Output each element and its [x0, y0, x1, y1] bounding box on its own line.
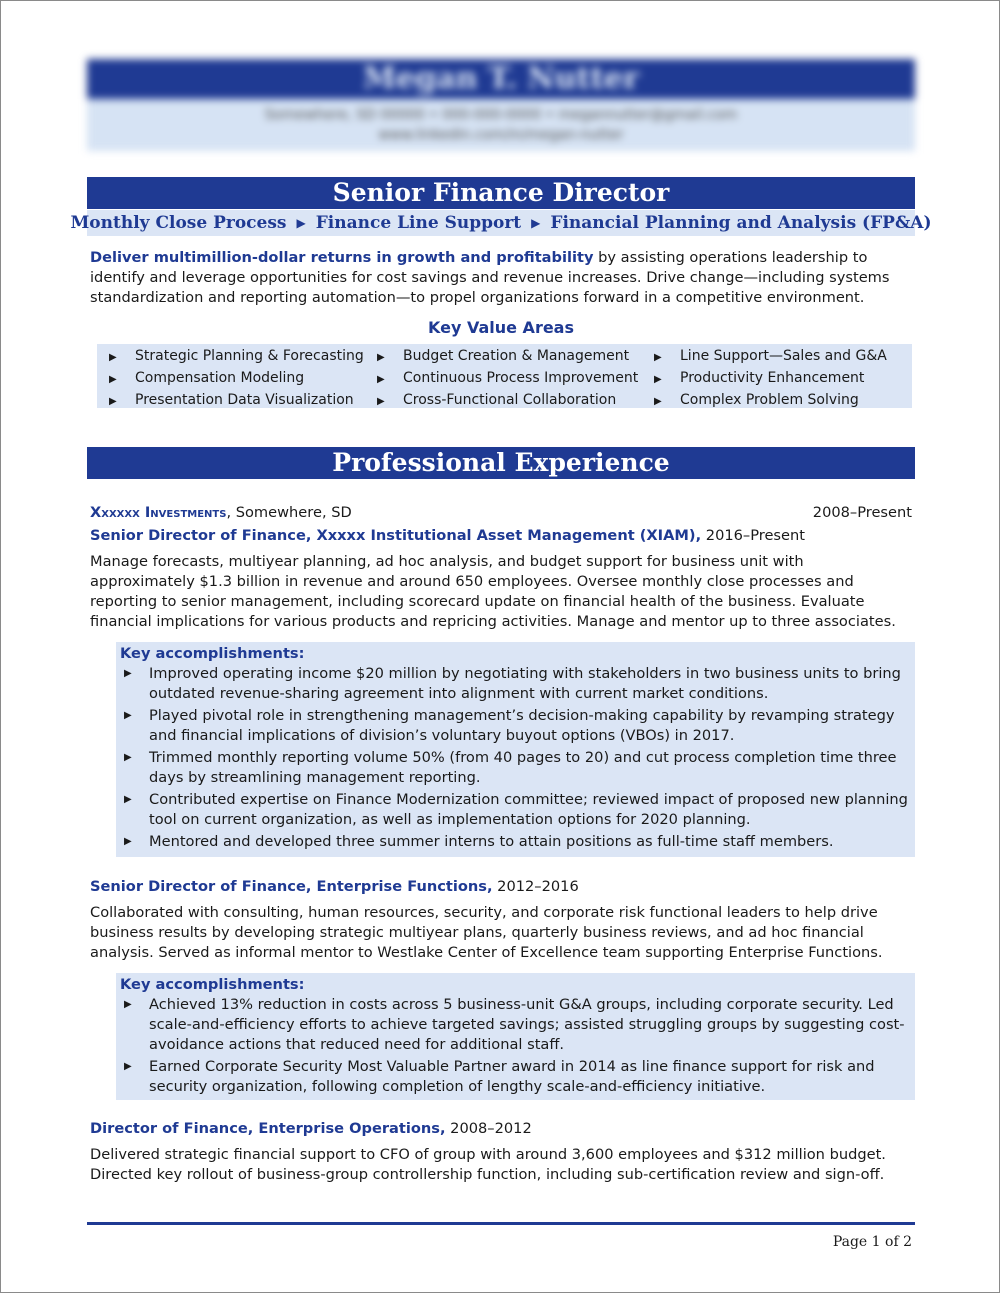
triangle-bullet-icon: ▶ — [124, 752, 132, 763]
triangle-bullet-icon: ▶ — [109, 396, 117, 407]
triangle-bullet-icon: ▶ — [124, 999, 132, 1010]
triangle-bullet-icon: ▶ — [654, 352, 662, 363]
triangle-bullet-icon: ▶ — [109, 352, 117, 363]
job-dates: 2008–2012 — [445, 1120, 532, 1137]
triangle-bullet-icon: ▶ — [109, 374, 117, 385]
candidate-name: Megan T. Nutter — [87, 59, 915, 99]
key-value-areas-title: Key Value Areas — [427, 318, 574, 337]
accomplishments-title: Key accomplishments: — [120, 976, 305, 993]
triangle-bullet-icon: ▶ — [124, 668, 132, 679]
accomplishments-box — [116, 642, 915, 857]
focus-areas-bar — [70, 210, 932, 236]
contact-line-2: www.linkedin.com/in/megan-nutter — [378, 127, 624, 143]
employer — [90, 503, 352, 523]
triangle-bullet-icon: ▶ — [377, 396, 385, 407]
blurred-header — [87, 59, 915, 151]
kva-item: ▶ Line Support—Sales and G&A — [654, 345, 887, 367]
focus-area: Financial Planning and Analysis (FP&A) — [550, 213, 932, 233]
job-title: Senior Director of Finance, Xxxxx Institutional Asset Management (XIAM), — [90, 527, 702, 544]
accomplishment-item: ▶ Improved operating income $20 million by negotiating with stakeholders in two business units to bring outdated revenue-sharing agreement into alignment with current market conditions. — [124, 665, 901, 702]
focus-area: Finance Line Support — [315, 213, 522, 233]
kva-item: ▶ Strategic Planning & Forecasting — [109, 345, 364, 367]
employer-location: , Somewhere, SD — [226, 504, 352, 521]
kva-column — [654, 345, 887, 411]
employer-name: Xxxxxx Investments — [90, 504, 227, 521]
kva-item: ▶ Continuous Process Improvement — [377, 367, 638, 389]
job-heading — [90, 526, 912, 546]
job-heading — [90, 877, 912, 897]
accomplishment-item: ▶ Contributed expertise on Finance Modernization committee; reviewed impact of proposed new planning tool on current organization, as well as implementation options for 2020 planning. — [124, 791, 908, 828]
employer-row — [90, 503, 912, 523]
triangle-bullet-icon: ▶ — [531, 216, 541, 230]
triangle-bullet-icon: ▶ — [124, 710, 132, 721]
employer-dates: 2008–Present — [812, 504, 912, 521]
job-dates: 2016–Present — [701, 527, 805, 544]
job-title: Director of Finance, Enterprise Operations, — [90, 1120, 446, 1137]
job-dates: 2012–2016 — [492, 878, 579, 895]
accomplishment-item: ▶ Played pivotal role in strengthening management’s decision-making capability by revamping strategy and financial implications of division’s voluntary buyout options (VBOs) in 2017. — [124, 707, 895, 744]
contact-info — [87, 99, 915, 151]
contact-line-1: Somewhere, SD 00000 • 000-000-0000 • megannutter@gmail.com — [264, 107, 738, 123]
accomplishment-item: ▶ Earned Corporate Security Most Valuable Partner award in 2014 as line finance support for risk and security organization, following completion of lengthy scale-and-efficiency initiative. — [124, 1058, 875, 1095]
accomplishments-title: Key accomplishments: — [120, 645, 305, 662]
key-value-areas-box — [97, 344, 912, 408]
focus-area: Monthly Close Process — [70, 213, 287, 233]
kva-item: ▶ Productivity Enhancement — [654, 367, 887, 389]
kva-item: ▶ Budget Creation & Management — [377, 345, 638, 367]
job-description: Collaborated with consulting, human resources, security, and corporate risk functional leaders to help drive business results by developing strategic multiyear plans, quarterly business reviews, and ad hoc financial analysis. Served as informal mentor to Westlake Center of Excellence team supporting Enterprise Functions. — [90, 904, 883, 961]
experience-banner: Professional Experience — [87, 447, 915, 479]
summary-paragraph — [90, 248, 912, 308]
kva-item: ▶ Presentation Data Visualization — [109, 389, 364, 411]
job-title: Senior Director of Finance, Enterprise Functions, — [90, 878, 493, 895]
triangle-bullet-icon: ▶ — [654, 374, 662, 385]
kva-column — [109, 345, 364, 411]
triangle-bullet-icon: ▶ — [124, 836, 132, 847]
job-heading — [90, 1119, 912, 1139]
triangle-bullet-icon: ▶ — [296, 216, 306, 230]
triangle-bullet-icon: ▶ — [377, 374, 385, 385]
job-title-banner: Senior Finance Director — [87, 177, 915, 209]
triangle-bullet-icon: ▶ — [377, 352, 385, 363]
job-description: Manage forecasts, multiyear planning, ad hoc analysis, and budget support for business unit with approximately $1.3 billion in revenue and around 650 employees. Oversee monthly close processes and reporting to senior management, including scorecard update on financial health of the business. Evaluate financial implications for various products and repricing activities. Manage and mentor up to three associates. — [90, 553, 896, 630]
footer-divider — [87, 1222, 915, 1225]
summary-text: by assisting operations leadership to identify and leverage opportunities for cost savings and revenue increases. Drive change—including systems standardization and reporting automation—to propel organizations forward in a competitive environment. — [90, 249, 890, 306]
job-description: Delivered strategic financial support to CFO of group with around 3,600 employees and $312 million budget. Directed key rollout of business-group controllership function, including sub-certification review and sign-off. — [90, 1146, 886, 1183]
triangle-bullet-icon: ▶ — [124, 794, 132, 805]
summary-lead: Deliver multimillion-dollar returns in growth and profitability — [90, 249, 594, 266]
accomplishment-item: ▶ Achieved 13% reduction in costs across 5 business-unit G&A groups, including corporate security. Led scale-and-efficiency efforts to achieve targeted savings; assisted struggling groups by suggesting cost-avoidance actions that reduced need for additional staff. — [124, 996, 905, 1053]
kva-item: ▶ Cross-Functional Collaboration — [377, 389, 638, 411]
accomplishment-item: ▶ Trimmed monthly reporting volume 50% (from 40 pages to 20) and cut process completion time three days by streamlining management reporting. — [124, 749, 897, 786]
kva-item: ▶ Complex Problem Solving — [654, 389, 887, 411]
triangle-bullet-icon: ▶ — [654, 396, 662, 407]
kva-item: ▶ Compensation Modeling — [109, 367, 364, 389]
accomplishments-box — [116, 973, 915, 1100]
accomplishment-item: ▶ Mentored and developed three summer interns to attain positions as full-time staff members. — [124, 833, 834, 850]
kva-column — [377, 345, 638, 411]
triangle-bullet-icon: ▶ — [124, 1061, 132, 1072]
page-number: Page 1 of 2 — [832, 1234, 912, 1250]
